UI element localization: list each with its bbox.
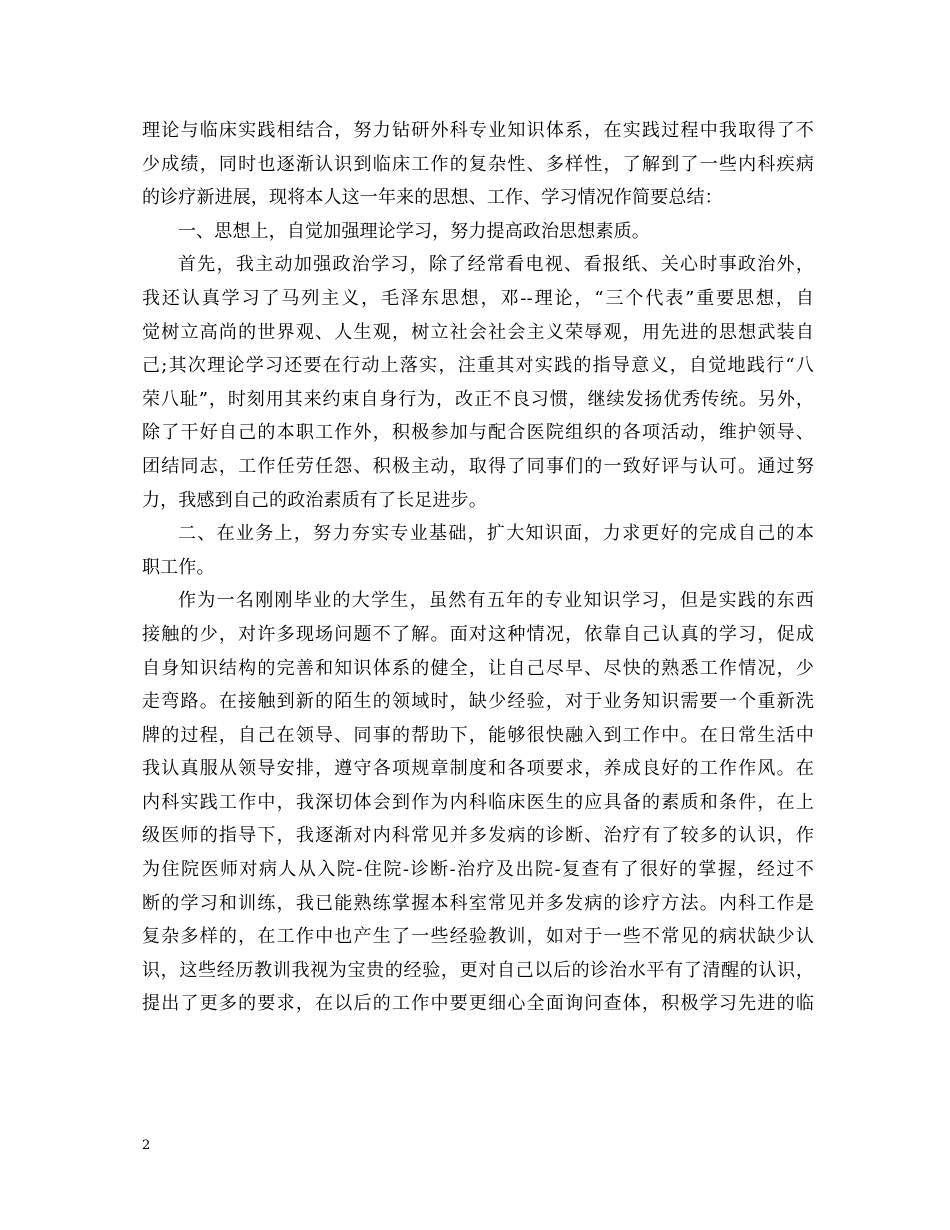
text-line: 识，这些经历教训我视为宝贵的经验，更对自己以后的诊治水平有了清醒的认识， bbox=[142, 959, 814, 981]
text-line: 理论与临床实践相结合，努力钻研外科专业知识体系，在实践过程中我取得了不 bbox=[142, 120, 814, 141]
text-line: 牌的过程，自己在领导、同事的帮助下，能够很快融入到工作中。在日常生活中 bbox=[142, 724, 814, 746]
text-line: 我还认真学习了马列主义，毛泽东思想，邓--理论，“三个代表”重要思想，自 bbox=[142, 287, 814, 309]
text-line: 荣八耻”，时刻用其来约束自身行为，改正不良习惯，继续发扬优秀传统。另外， bbox=[142, 388, 814, 410]
text-line: 作为一名刚刚毕业的大学生，虽然有五年的专业知识学习，但是实践的东西 bbox=[178, 590, 814, 612]
text-line: 断的学习和训练，我已能熟练掌握本科室常见并多发病的诊疗方法。内科工作是 bbox=[142, 892, 814, 914]
text-line: 职工作。 bbox=[142, 556, 215, 578]
text-line: 提出了更多的要求，在以后的工作中要更细心全面询问查体，积极学习先进的临 bbox=[142, 993, 814, 1015]
text-line: 力，我感到自己的政治素质有了长足进步。 bbox=[142, 489, 487, 511]
text-line: 走弯路。在接触到新的陌生的领域时，缺少经验，对于业务知识需要一个重新洗 bbox=[142, 691, 814, 713]
text-line: 自身知识结构的完善和知识体系的健全，让自己尽早、尽快的熟悉工作情况，少 bbox=[142, 657, 814, 679]
text-line: 内科实践工作中，我深切体会到作为内科临床医生的应具备的素质和条件，在上 bbox=[142, 791, 814, 813]
text-line: 首先，我主动加强政治学习，除了经常看电视、看报纸、关心时事政治外， bbox=[178, 254, 814, 276]
body-text bbox=[142, 114, 814, 1021]
text-line: 少成绩，同时也逐渐认识到临床工作的复杂性、多样性，了解到了一些内科疾病 bbox=[142, 153, 814, 175]
text-line: 接触的少，对许多现场问题不了解。面对这种情况，依靠自己认真的学习，促成 bbox=[142, 623, 814, 645]
text-line: 除了干好自己的本职工作外，积极参加与配合医院组织的各项活动，维护领导、 bbox=[142, 422, 814, 444]
text-line: 二、在业务上，努力夯实专业基础，扩大知识面，力求更好的完成自己的本 bbox=[178, 523, 814, 545]
text-line: 己;其次理论学习还要在行动上落实，注重其对实践的指导意义，自觉地践行“八 bbox=[142, 355, 814, 377]
text-line: 一、思想上，自觉加强理论学习，努力提高政治思想素质。 bbox=[178, 220, 650, 242]
text-line: 为住院医师对病人从入院-住院-诊断-治疗及出院-复查有了很好的掌握，经过不 bbox=[142, 859, 814, 881]
text-line: 觉树立高尚的世界观、人生观，树立社会社会主义荣辱观，用先进的思想武装自 bbox=[142, 321, 814, 343]
text-line: 我认真服从领导安排，遵守各项规章制度和各项要求，养成良好的工作作风。在 bbox=[142, 758, 814, 780]
text-line: 级医师的指导下，我逐渐对内科常见并多发病的诊断、治疗有了较多的认识，作 bbox=[142, 825, 814, 847]
page-number: 2 bbox=[142, 1138, 151, 1153]
text-line: 的诊疗新进展，现将本人这一年来的思想、工作、学习情况作简要总结： bbox=[142, 187, 723, 209]
text-line: 复杂多样的，在工作中也产生了一些经验教训，如对于一些不常见的病状缺少认 bbox=[142, 926, 814, 948]
text-line: 团结同志，工作任劳任怨、积极主动，取得了同事们的一致好评与认可。通过努 bbox=[142, 455, 814, 477]
